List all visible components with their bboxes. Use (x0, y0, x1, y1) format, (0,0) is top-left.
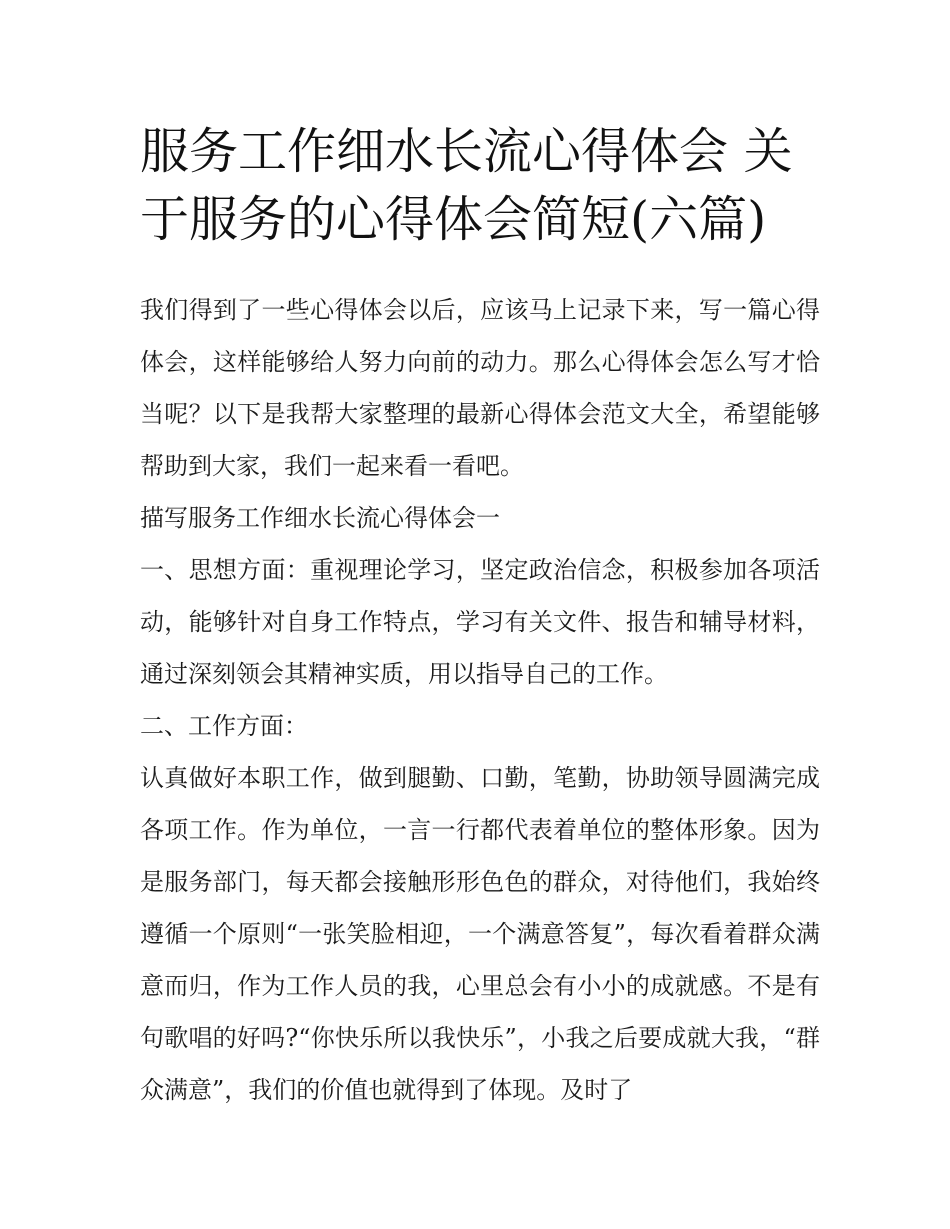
document-body (140, 284, 820, 1116)
intro-paragraph: 我们得到了一些心得体会以后，应该马上记录下来，写一篇心得体会，这样能够给人努力向前的动力。那么心得体会怎么写才恰当呢？以下是我帮大家整理的最新心得体会范文大全，希望能够帮助到大家，我们一起来看一看吧。 (140, 296, 820, 480)
thought-paragraph: 一、思想方面：重视理论学习，坚定政治信念，积极参加各项活动，能够针对自身工作特点，学习有关文件、报告和辅导材料，通过深刻领会其精神实质，用以指导自己的工作。 (140, 556, 820, 688)
work-heading: 二、工作方面： (140, 712, 308, 740)
work-paragraph: 认真做好本职工作，做到腿勤、口勤，笔勤，协助领导圆满完成各项工作。作为单位，一言一行都代表着单位的整体形象。因为是服务部门，每天都会接触形形色色的群众，对待他们，我始终遵循一个原则“一张笑脸相迎，一个满意答复”，每次看着群众满意而归，作为工作人员的我，心里总会有小小的成就感。不是有句歌唱的好吗?“你快乐所以我快乐”，小我之后要成就大我，“群众满意”，我们的价值也就得到了体现。及时了 (140, 764, 820, 1104)
document-title: 服务工作细水长流心得体会 关于服务的心得体会简短(六篇) (140, 123, 793, 248)
section-heading: 描写服务工作细水长流心得体会一 (140, 504, 500, 532)
